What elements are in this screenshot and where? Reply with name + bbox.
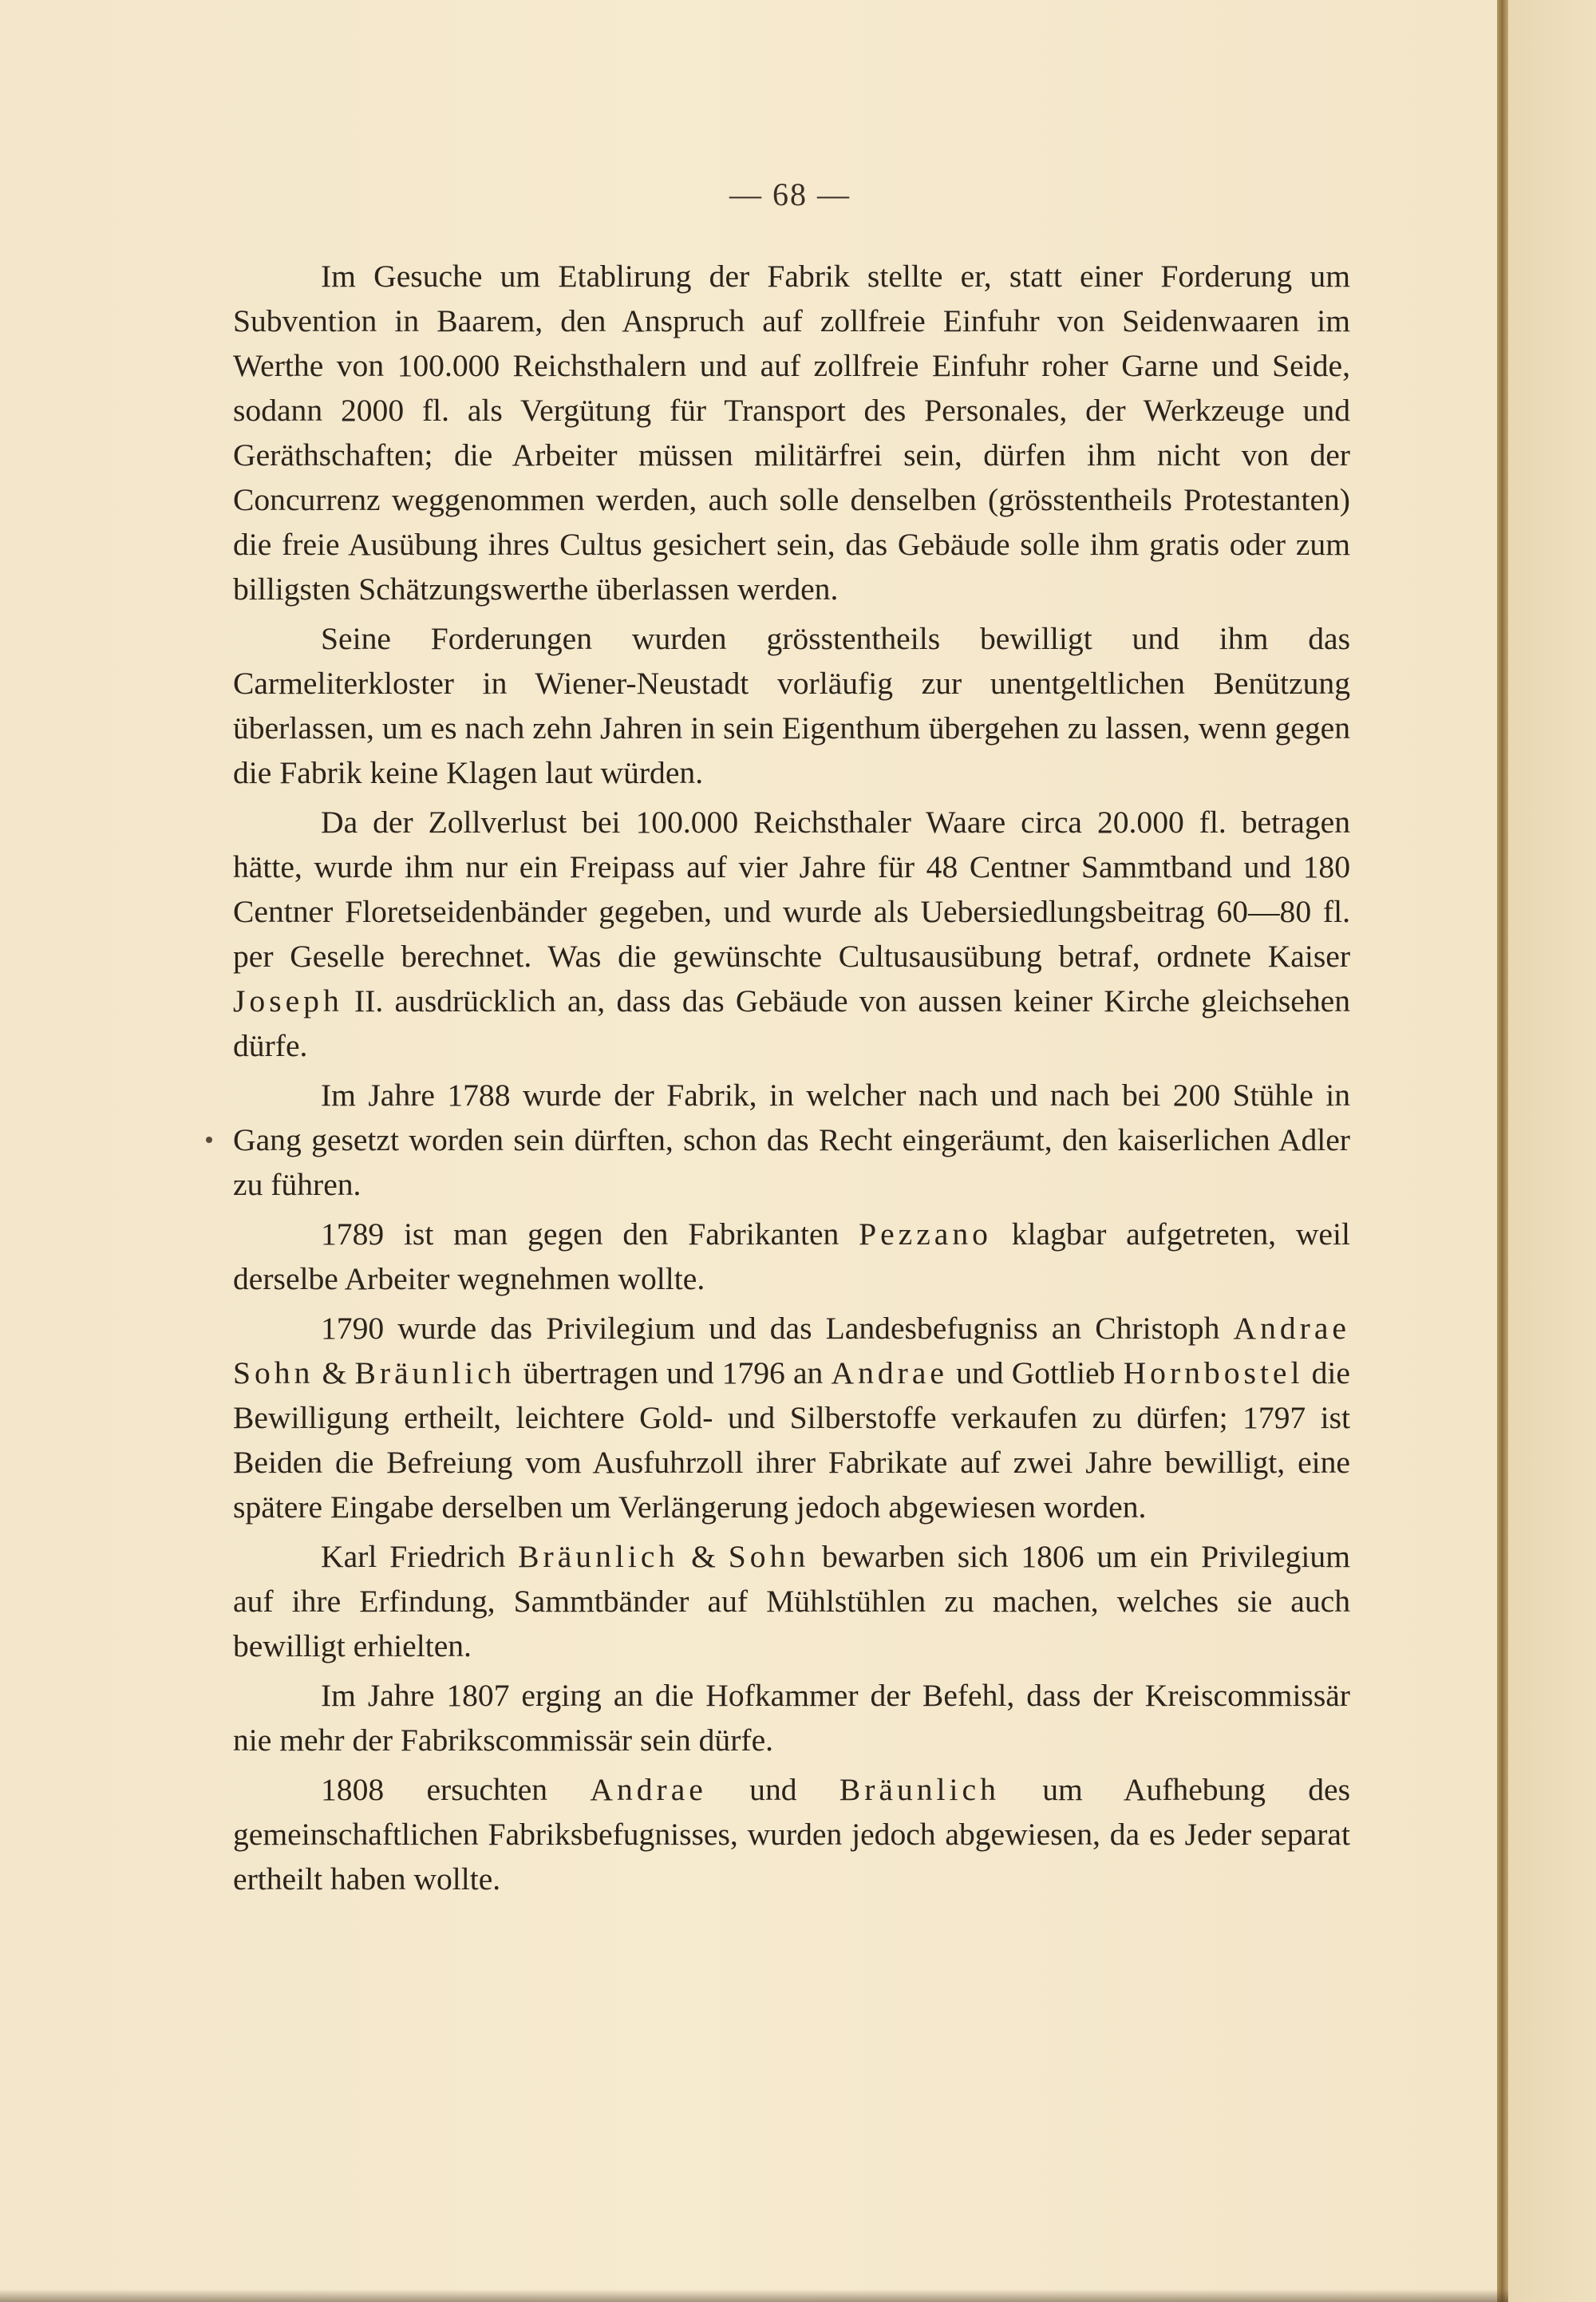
text-segment: Im Jahre 1807 erging an die Hofkammer der Befehl, dass der Kreiscommissär nie mehr der Fabrikscommissär sein dürfe. [233,1678,1350,1758]
page-number: — 68 — [729,176,851,212]
paragraph-5 [233,1212,1350,1301]
paragraph-8 [233,1673,1350,1762]
paragraph-6 [233,1306,1350,1529]
paragraph-1 [233,254,1350,611]
emphasized-name: Hornbostel [1123,1355,1304,1390]
text-segment: Karl Friedrich [321,1539,519,1574]
emphasized-name: Joseph [233,983,343,1018]
text-segment: Im Jahre 1788 wurde der Fabrik, in welcher nach und nach bei 200 Stühle in Gang gesetzt worden sein dürften, schon das Recht eingeräumt, den kaiserlichen Adler zu führen. [233,1078,1350,1202]
text-segment: 1808 ersuchten [321,1772,591,1807]
emphasized-name: Pezzano [859,1216,992,1252]
emphasized-name: Bräunlich [354,1355,516,1390]
emphasized-name: Andrae [590,1772,707,1807]
paragraph-3 [233,800,1350,1068]
text-segment: übertragen und 1796 an [515,1355,832,1390]
text-segment: 1789 ist man gegen den Fabrikanten [321,1216,859,1252]
paragraph-4 [233,1073,1350,1207]
text-segment: und [706,1772,839,1807]
margin-mark [206,1137,212,1143]
text-segment: & [314,1355,355,1390]
text-segment: 1790 wurde das Privilegium und das Landesbefugniss an Christoph [321,1311,1234,1346]
paragraph-2 [233,616,1350,795]
text-segment: um Aufhebung des gemeinschaftlichen Fabriksbefugnisses, wurden jedoch abgewiesen, da es Jeder separat ertheilt haben wollte. [233,1772,1350,1897]
emphasized-name: Sohn [728,1539,810,1574]
paragraph-7 [233,1534,1350,1668]
main-text [233,254,1350,1906]
emphasized-name: Bräunlich [518,1539,679,1574]
text-segment: die Bewilligung ertheilt, leichtere Gold- und Silberstoffe verkaufen zu dürfen; 1797 ist Beiden die Befreiung vom Ausfuhrzoll ihrer Fabrikate auf zwei Jahre bewilligt, eine spätere Eingabe derselben um Verlängerung jedoch abgewiesen worden. [233,1355,1350,1525]
text-segment: und Gottlieb [948,1355,1124,1390]
text-segment: II. ausdrücklich an, dass das Gebäude von aussen keiner Kirche gleichsehen dürfe. [233,983,1350,1063]
text-segment: & [678,1539,729,1574]
page-bottom-shadow [0,2289,1508,2302]
text-segment: bewarben sich 1806 um ein Privilegium auf ihre Erfindung, Sammtbänder auf Mühlstühlen zu machen, welches sie auch bewilligt erhielten. [233,1539,1350,1663]
facing-page-edge [1508,0,1596,2302]
emphasized-name: Andrae [831,1355,948,1390]
text-segment: Im Gesuche um Etablirung der Fabrik stellte er, statt einer Forderung um Subvention in Baarem, den Anspruch auf zollfreie Einfuhr von Seidenwaaren im Werthe von 100.000 Reichsthalern und auf zollfreie Einfuhr roher Garne und Seide, sodann 2000 fl. als Vergütung für Transport des Personales, der Werkzeuge und Geräthschaften; die Arbeiter müssen militärfrei sein, dürfen ihm nicht von der Concurrenz weggenommen werden, auch solle denselben (grösstentheils Protestanten) die freie Ausübung ihres Cultus gesichert sein, das Gebäude solle ihm gratis oder zum billigsten Schätzungswerthe überlassen werden. [233,259,1350,607]
emphasized-name: Bräunlich [839,1772,1000,1807]
paragraph-9 [233,1767,1350,1901]
emphasized-name: Andrae Sohn [233,1311,1350,1390]
text-segment: Seine Forderungen wurden grösstentheils bewilligt und ihm das Carmeliterkloster in Wiener-Neustadt vorläufig zur unentgeltlichen Benützung überlassen, um es nach zehn Jahren in sein Eigenthum übergehen zu lassen, wenn gegen die Fabrik keine Klagen laut würden. [233,621,1350,790]
book-spine [1497,0,1508,2302]
text-segment: Da der Zollverlust bei 100.000 Reichsthaler Waare circa 20.000 fl. betragen hätte, wurde ihm nur ein Freipass auf vier Jahre für 48 Centner Sammtband und 180 Centner Floretseidenbänder gegeben, und wurde als Uebersiedlungsbeitrag 60—80 fl. per Geselle berechnet. Was die gewünschte Cultusausübung betraf, ordnete Kaiser [233,805,1350,974]
text-segment: klagbar aufgetreten, weil derselbe Arbeiter wegnehmen wollte. [233,1216,1350,1296]
